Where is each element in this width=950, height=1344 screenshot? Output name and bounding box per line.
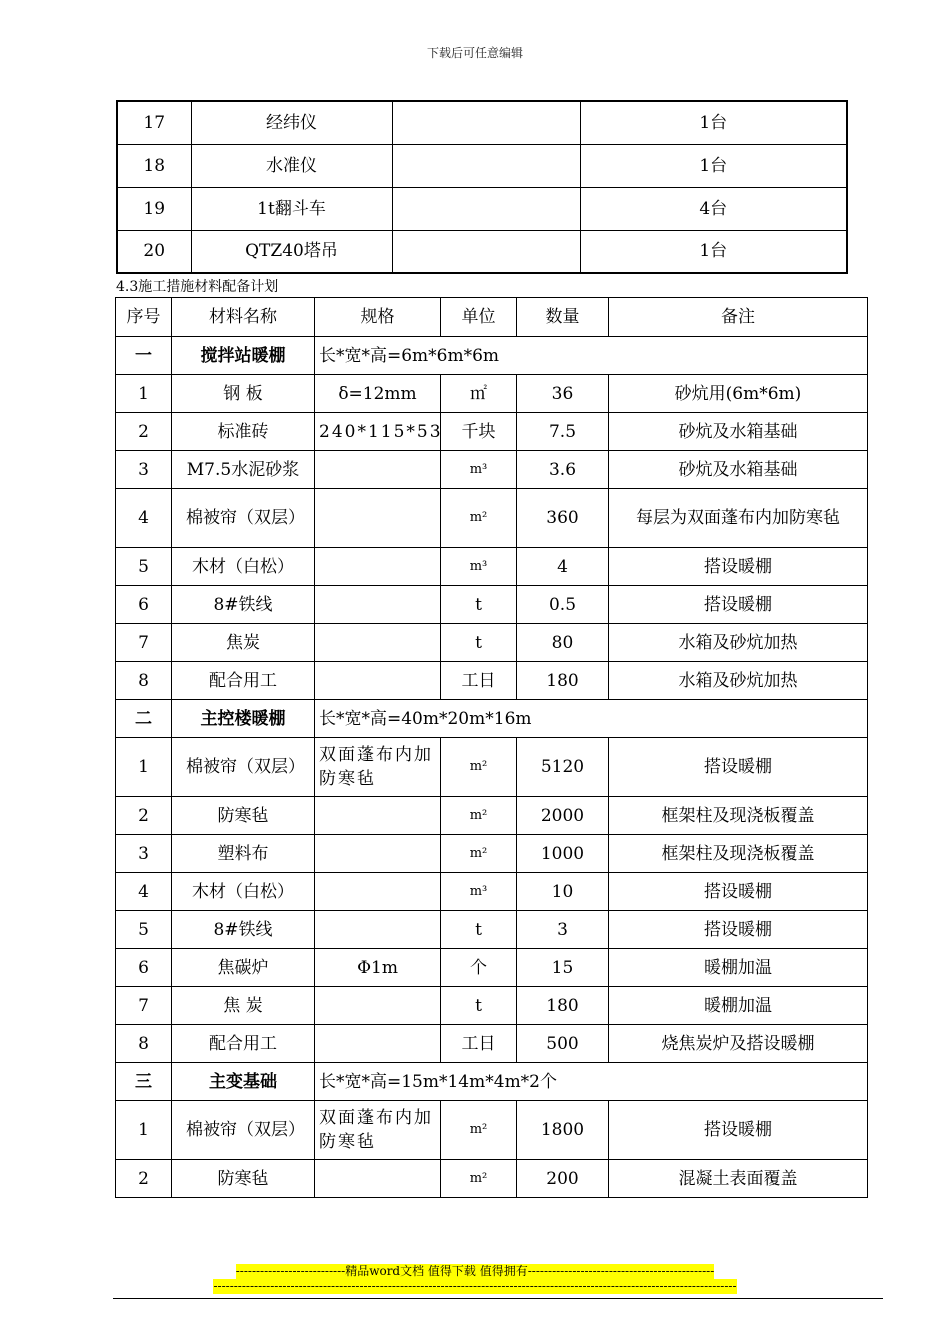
- material-qty: 1800: [517, 1101, 609, 1160]
- material-name: 焦碳炉: [172, 949, 315, 987]
- equipment-qty: 1台: [580, 230, 847, 273]
- group-dimensions: 长*宽*高=6m*6m*6m: [315, 337, 868, 375]
- material-note: 水箱及砂炕加热: [609, 662, 868, 700]
- material-spec: 双面蓬布内加防寒毡: [315, 738, 441, 797]
- equipment-table: [116, 100, 848, 274]
- group-no: 一: [116, 337, 172, 375]
- group-no: 二: [116, 700, 172, 738]
- footer-banner: [0, 1264, 950, 1294]
- material-qty: 200: [517, 1160, 609, 1198]
- material-spec: [315, 662, 441, 700]
- header-unit: 单位: [441, 298, 517, 337]
- material-no: 1: [116, 1101, 172, 1160]
- material-note: 搭设暖棚: [609, 548, 868, 586]
- material-note: 框架柱及现浇板覆盖: [609, 835, 868, 873]
- material-qty: 10: [517, 873, 609, 911]
- material-no: 4: [116, 489, 172, 548]
- material-note: 暖棚加温: [609, 987, 868, 1025]
- materials-header-row: [116, 298, 868, 337]
- group-dimensions: 长*宽*高=40m*20m*16m: [315, 700, 868, 738]
- material-qty: 0.5: [517, 586, 609, 624]
- table-row: [116, 489, 868, 548]
- header-spec: 规格: [315, 298, 441, 337]
- equipment-no: 19: [117, 187, 191, 230]
- material-qty: 360: [517, 489, 609, 548]
- table-row: [116, 1101, 868, 1160]
- material-spec: [315, 489, 441, 548]
- equipment-qty: 1台: [580, 144, 847, 187]
- table-row: [117, 187, 847, 230]
- material-no: 7: [116, 987, 172, 1025]
- table-row: [116, 451, 868, 489]
- header-qty: 数量: [517, 298, 609, 337]
- material-qty: 7.5: [517, 413, 609, 451]
- material-name: 焦炭: [172, 624, 315, 662]
- material-name: 木材（白松）: [172, 873, 315, 911]
- equipment-name: 水准仪: [191, 144, 392, 187]
- header-name: 材料名称: [172, 298, 315, 337]
- material-note: 砂炕及水箱基础: [609, 413, 868, 451]
- material-no: 8: [116, 1025, 172, 1063]
- material-unit: t: [441, 624, 517, 662]
- group-name: 搅拌站暖棚: [172, 337, 315, 375]
- equipment-name: 经纬仪: [191, 101, 392, 144]
- material-note: 每层为双面蓬布内加防寒毡: [609, 489, 868, 548]
- material-qty: 180: [517, 987, 609, 1025]
- materials-table: [115, 297, 868, 1198]
- material-spec: [315, 1025, 441, 1063]
- material-no: 6: [116, 949, 172, 987]
- material-unit: ㎡: [441, 375, 517, 413]
- footer-line-2: ---------------------------------------------------------------------------------------------------------------------------------: [213, 1279, 737, 1293]
- material-spec: [315, 1160, 441, 1198]
- material-spec: 双面蓬布内加防寒毡: [315, 1101, 441, 1160]
- table-row: [117, 230, 847, 273]
- material-qty: 4: [517, 548, 609, 586]
- material-spec: [315, 586, 441, 624]
- material-name: M7.5水泥砂浆: [172, 451, 315, 489]
- equipment-no: 17: [117, 101, 191, 144]
- table-row: [116, 624, 868, 662]
- material-spec: [315, 873, 441, 911]
- table-row: [116, 413, 868, 451]
- table-row: [116, 797, 868, 835]
- table-row: [116, 873, 868, 911]
- material-spec: [315, 548, 441, 586]
- table-row: [116, 662, 868, 700]
- material-name: 标准砖: [172, 413, 315, 451]
- material-unit: m²: [441, 835, 517, 873]
- material-qty: 1000: [517, 835, 609, 873]
- material-no: 2: [116, 413, 172, 451]
- material-spec: [315, 451, 441, 489]
- table-row: [116, 911, 868, 949]
- material-unit: m³: [441, 548, 517, 586]
- equipment-spec: [392, 187, 580, 230]
- material-no: 3: [116, 835, 172, 873]
- material-unit: t: [441, 911, 517, 949]
- material-note: 框架柱及现浇板覆盖: [609, 797, 868, 835]
- material-spec: [315, 624, 441, 662]
- material-qty: 15: [517, 949, 609, 987]
- material-name: 棉被帘（双层）: [172, 1101, 315, 1160]
- group-name: 主控楼暖棚: [172, 700, 315, 738]
- header-note: 下载后可任意编辑: [426, 46, 523, 60]
- group-dimensions: 长*宽*高=15m*14m*4m*2个: [315, 1063, 868, 1101]
- material-name: 配合用工: [172, 1025, 315, 1063]
- material-note: 砂炕及水箱基础: [609, 451, 868, 489]
- material-no: 1: [116, 375, 172, 413]
- material-spec: [315, 835, 441, 873]
- equipment-name: QTZ40塔吊: [191, 230, 392, 273]
- material-note: 混凝土表面覆盖: [609, 1160, 868, 1198]
- material-note: 搭设暖棚: [609, 738, 868, 797]
- footer-rule: [113, 1298, 883, 1299]
- material-unit: t: [441, 987, 517, 1025]
- material-name: 钢 板: [172, 375, 315, 413]
- material-no: 3: [116, 451, 172, 489]
- material-unit: m²: [441, 738, 517, 797]
- material-qty: 80: [517, 624, 609, 662]
- material-name: 棉被帘（双层）: [172, 738, 315, 797]
- equipment-spec: [392, 101, 580, 144]
- material-no: 2: [116, 797, 172, 835]
- material-name: 棉被帘（双层）: [172, 489, 315, 548]
- material-no: 4: [116, 873, 172, 911]
- material-name: 防寒毡: [172, 797, 315, 835]
- material-qty: 5120: [517, 738, 609, 797]
- table-row: [116, 835, 868, 873]
- equipment-no: 20: [117, 230, 191, 273]
- equipment-spec: [392, 230, 580, 273]
- footer-line-1: ---------------------------精品word文档 值得下载 值得拥有----------------------------------------------: [235, 1264, 715, 1278]
- table-row: [116, 738, 868, 797]
- material-qty: 36: [517, 375, 609, 413]
- group-name: 主变基础: [172, 1063, 315, 1101]
- material-unit: m²: [441, 1160, 517, 1198]
- table-row: [116, 949, 868, 987]
- material-name: 8#铁线: [172, 911, 315, 949]
- material-no: 5: [116, 911, 172, 949]
- material-qty: 3: [517, 911, 609, 949]
- material-name: 8#铁线: [172, 586, 315, 624]
- material-unit: 个: [441, 949, 517, 987]
- material-qty: 180: [517, 662, 609, 700]
- material-qty: 3.6: [517, 451, 609, 489]
- material-unit: 工日: [441, 1025, 517, 1063]
- material-no: 6: [116, 586, 172, 624]
- table-row: [117, 144, 847, 187]
- material-spec: [315, 987, 441, 1025]
- material-spec: [315, 911, 441, 949]
- material-unit: m³: [441, 451, 517, 489]
- equipment-qty: 1台: [580, 101, 847, 144]
- material-note: 搭设暖棚: [609, 911, 868, 949]
- material-unit: m²: [441, 489, 517, 548]
- table-row: [117, 101, 847, 144]
- header-no: 序号: [116, 298, 172, 337]
- material-name: 防寒毡: [172, 1160, 315, 1198]
- equipment-qty: 4台: [580, 187, 847, 230]
- material-no: 2: [116, 1160, 172, 1198]
- group-no: 三: [116, 1063, 172, 1101]
- material-note: 搭设暖棚: [609, 1101, 868, 1160]
- material-unit: m²: [441, 1101, 517, 1160]
- table-row: [116, 987, 868, 1025]
- material-unit: m²: [441, 797, 517, 835]
- group-row: [116, 337, 868, 375]
- table-row: [116, 586, 868, 624]
- group-row: [116, 1063, 868, 1101]
- material-note: 水箱及砂炕加热: [609, 624, 868, 662]
- material-note: 烧焦炭炉及搭设暖棚: [609, 1025, 868, 1063]
- material-spec: Φ1m: [315, 949, 441, 987]
- equipment-spec: [392, 144, 580, 187]
- table-row: [116, 548, 868, 586]
- section-title: 4.3施工措施材料配备计划: [116, 279, 279, 295]
- material-note: 暖棚加温: [609, 949, 868, 987]
- material-no: 8: [116, 662, 172, 700]
- group-row: [116, 700, 868, 738]
- material-name: 木材（白松）: [172, 548, 315, 586]
- material-note: 搭设暖棚: [609, 586, 868, 624]
- material-no: 1: [116, 738, 172, 797]
- material-name: 配合用工: [172, 662, 315, 700]
- material-qty: 2000: [517, 797, 609, 835]
- material-spec: [315, 797, 441, 835]
- material-name: 塑料布: [172, 835, 315, 873]
- material-no: 5: [116, 548, 172, 586]
- material-unit: 工日: [441, 662, 517, 700]
- header-note: 备注: [609, 298, 868, 337]
- material-spec: δ=12mm: [315, 375, 441, 413]
- table-row: [116, 1160, 868, 1198]
- material-note: 搭设暖棚: [609, 873, 868, 911]
- material-unit: 千块: [441, 413, 517, 451]
- table-row: [116, 375, 868, 413]
- table-row: [116, 1025, 868, 1063]
- equipment-name: 1t翻斗车: [191, 187, 392, 230]
- material-unit: m³: [441, 873, 517, 911]
- material-spec: 240*115*53: [315, 413, 441, 451]
- material-note: 砂炕用(6m*6m): [609, 375, 868, 413]
- material-name: 焦 炭: [172, 987, 315, 1025]
- equipment-no: 18: [117, 144, 191, 187]
- material-no: 7: [116, 624, 172, 662]
- material-unit: t: [441, 586, 517, 624]
- material-qty: 500: [517, 1025, 609, 1063]
